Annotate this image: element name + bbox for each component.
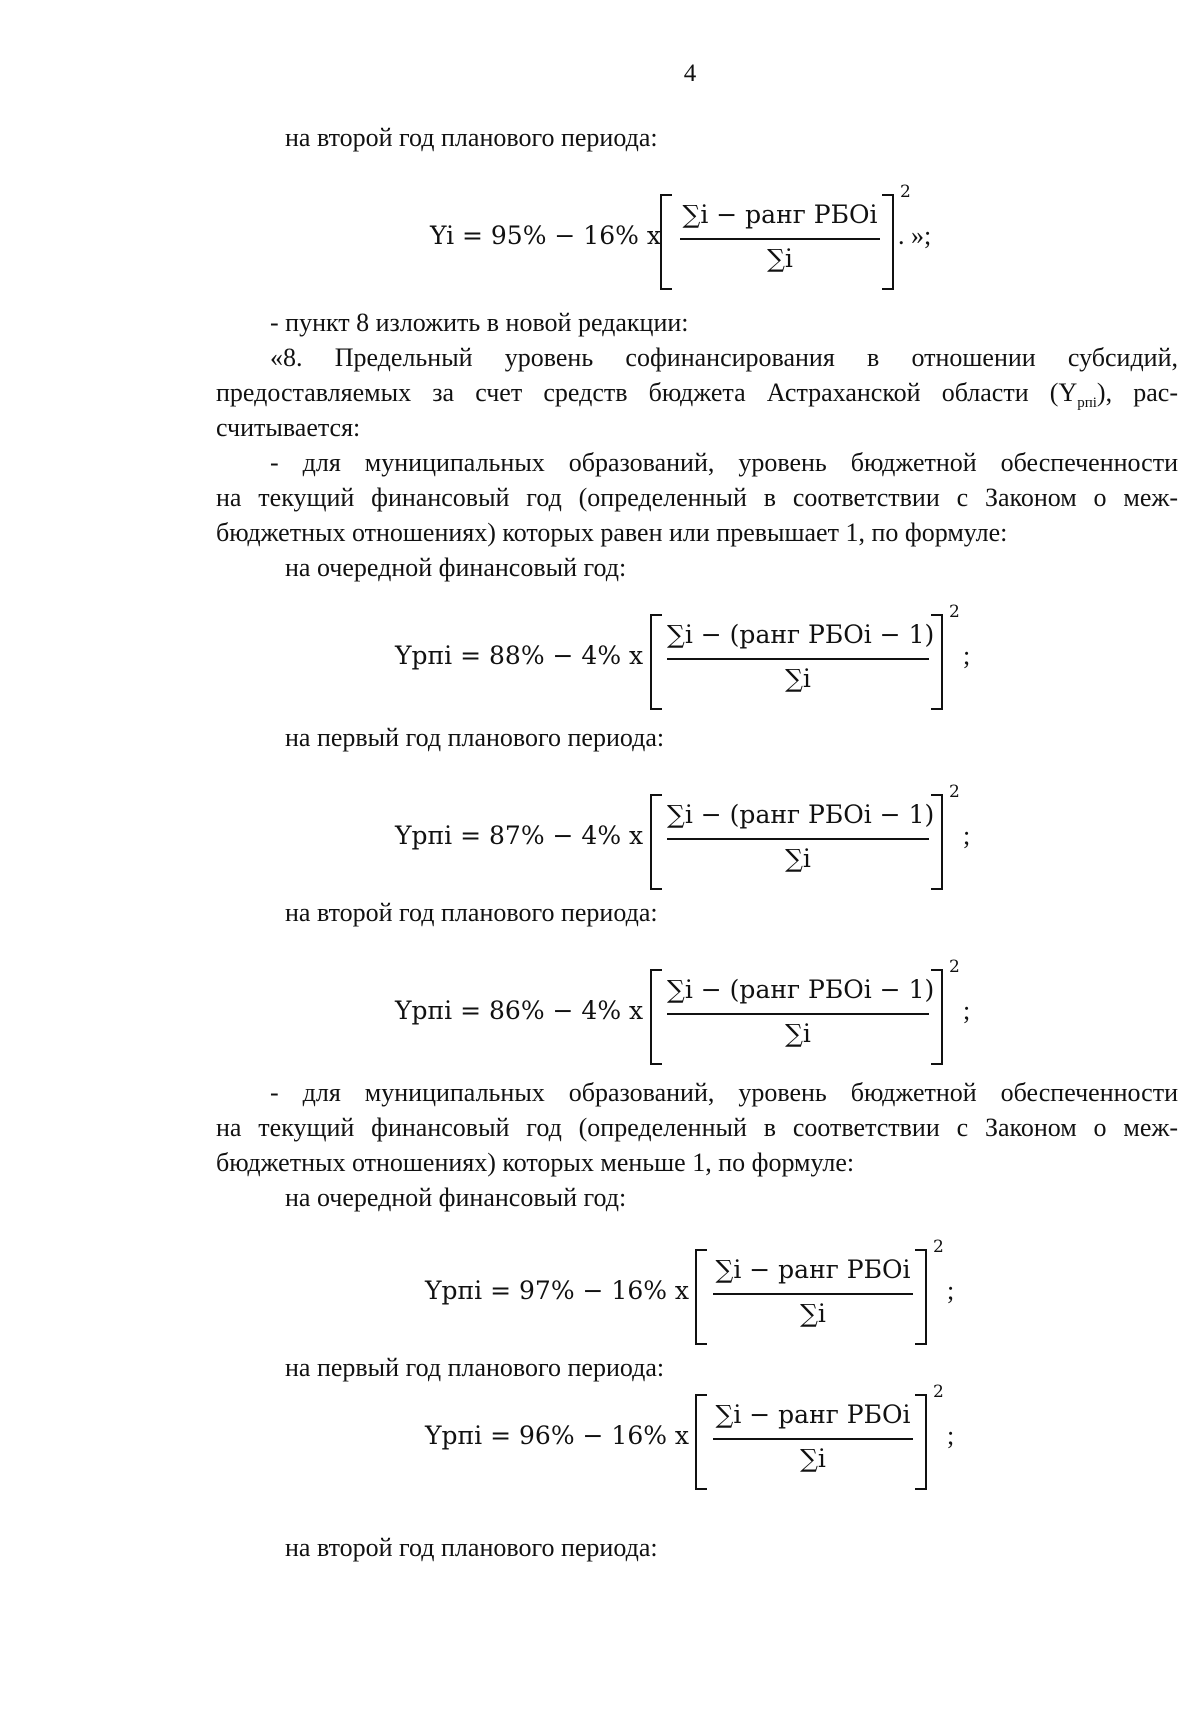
right-bracket	[915, 1249, 927, 1345]
left-bracket	[695, 1249, 707, 1345]
fraction-denominator: ∑i	[800, 1444, 826, 1473]
paragraph-8-line1: «8. Предельный уровень софинансирования в отношении субсидий,	[270, 343, 1178, 372]
right-bracket	[931, 794, 943, 890]
fraction-denominator: ∑i	[800, 1299, 826, 1328]
formula-2	[395, 782, 995, 890]
formula-lhs: Yрпi = 88% − 4% x	[395, 641, 644, 670]
fraction-numerator: ∑i − (ранг РБОi − 1)	[667, 800, 935, 829]
formula-3	[395, 957, 995, 1065]
formula-lhs: Yрпi = 86% − 4% x	[395, 996, 644, 1025]
paragraph-point8: - пункт 8 изложить в новой редакции:	[270, 308, 689, 337]
heading-first-plan-year-1: на первый год планового периода:	[285, 723, 665, 752]
paragraph-8-line2-end: ), рас-	[1096, 378, 1178, 407]
fraction-bar	[667, 838, 929, 840]
right-bracket	[915, 1394, 927, 1490]
right-bracket	[931, 969, 943, 1065]
exponent: 2	[900, 182, 911, 202]
fraction-numerator: ∑i − (ранг РБОi − 1)	[667, 975, 935, 1004]
fraction-numerator: ∑i − (ранг РБОi − 1)	[667, 620, 935, 649]
left-bracket	[650, 969, 662, 1065]
formula-tail: . »;	[898, 221, 932, 250]
heading-next-year-2: на очередной финансовый год:	[285, 1183, 627, 1212]
formula-4	[425, 1237, 965, 1345]
right-bracket	[931, 614, 943, 710]
fraction-denominator: ∑i	[785, 664, 811, 693]
fraction-denominator: ∑i	[767, 244, 793, 273]
paragraph-8-line2-text: предоставляемых за счет средств бюджета Астраханской области (Y	[216, 378, 1078, 407]
formula-tail: ;	[963, 996, 971, 1025]
fraction-bar	[680, 238, 880, 240]
heading-next-year-1: на очередной финансовый год:	[285, 553, 627, 582]
paragraph-mo-ge1-line1: - для муниципальных образований, уровень бюджетной обеспеченности	[270, 448, 1178, 477]
left-bracket	[650, 614, 662, 710]
fraction-bar	[713, 1293, 913, 1295]
fraction-numerator: ∑i − ранг РБОi	[715, 1255, 911, 1284]
fraction-bar	[667, 1013, 929, 1015]
fraction-numerator: ∑i − ранг РБОi	[715, 1400, 911, 1429]
fraction-numerator: ∑i − ранг РБОi	[682, 200, 878, 229]
left-bracket	[650, 794, 662, 890]
formula-5	[425, 1382, 965, 1490]
exponent: 2	[949, 602, 960, 622]
paragraph-mo-lt1-line1: - для муниципальных образований, уровень бюджетной обеспеченности	[270, 1078, 1178, 1107]
paragraph-8-line2	[216, 375, 1178, 421]
left-bracket	[695, 1394, 707, 1490]
paragraph-mo-lt1-line2: на текущий финансовый год (определенный в соответствии с Законом о меж-	[216, 1113, 1178, 1142]
fraction-bar	[713, 1438, 913, 1440]
heading-second-year: на второй год планового периода:	[285, 123, 658, 152]
formula-0	[430, 182, 950, 290]
right-bracket	[882, 194, 894, 290]
formula-tail: ;	[963, 821, 971, 850]
heading-first-plan-year-2: на первый год планового периода:	[285, 1353, 665, 1382]
formula-1	[395, 602, 995, 710]
formula-tail: ;	[963, 641, 971, 670]
formula-tail: ;	[947, 1421, 955, 1450]
page-number: 4	[683, 60, 697, 87]
heading-second-plan-year-2: на второй год планового периода:	[285, 1533, 658, 1562]
fraction-bar	[667, 658, 929, 660]
fraction-denominator: ∑i	[785, 1019, 811, 1048]
exponent: 2	[933, 1237, 944, 1257]
formula-tail: ;	[947, 1276, 955, 1305]
formula-lhs: Yрпi = 97% − 16% x	[425, 1276, 690, 1305]
exponent: 2	[933, 1382, 944, 1402]
paragraph-mo-ge1-line3: бюджетных отношениях) которых равен или превышает 1, по формуле:	[216, 518, 1008, 547]
fraction-denominator: ∑i	[785, 844, 811, 873]
subscript-rpi: рпi	[1077, 395, 1097, 412]
paragraph-8-line3: считывается:	[216, 413, 361, 442]
heading-second-plan-year-1: на второй год планового периода:	[285, 898, 658, 927]
formula-lhs: Yрпi = 96% − 16% x	[425, 1421, 690, 1450]
paragraph-mo-ge1-line2: на текущий финансовый год (определенный в соответствии с Законом о меж-	[216, 483, 1178, 512]
exponent: 2	[949, 957, 960, 977]
paragraph-mo-lt1-line3: бюджетных отношениях) которых меньше 1, по формуле:	[216, 1148, 855, 1177]
left-bracket	[660, 194, 672, 290]
exponent: 2	[949, 782, 960, 802]
formula-lhs: Yi = 95% − 16% x	[430, 221, 661, 250]
formula-lhs: Yрпi = 87% − 4% x	[395, 821, 644, 850]
